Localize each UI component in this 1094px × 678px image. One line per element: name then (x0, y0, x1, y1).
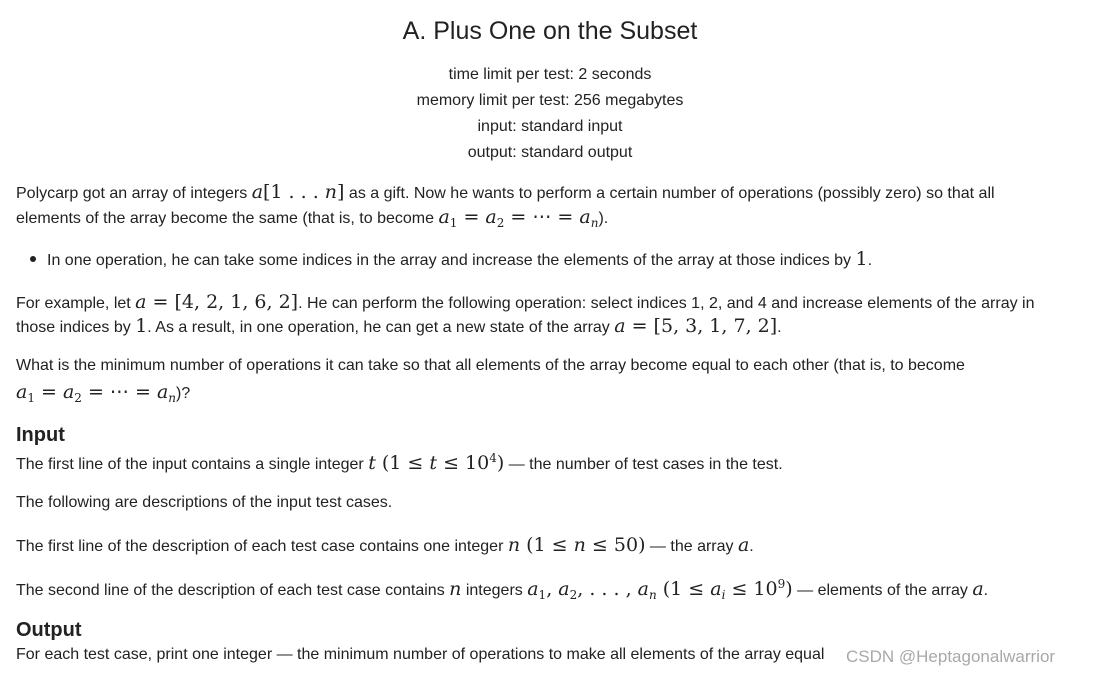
input-line-2: The following are descriptions of the input test cases. (16, 494, 393, 511)
watermark: CSDN @Heptagonalwarrior (846, 647, 1056, 666)
statement-text: In one operation, he can take some indices in the array and increase the elements of the array at those indices by (47, 252, 856, 269)
statement-text: Polycarp got an array of integers (16, 185, 252, 202)
math-formula: $a_1 = a_2$ = ⋯ = $a_n$ (438, 206, 599, 230)
statement-text: — the array (645, 538, 738, 555)
input-line-1 (16, 451, 783, 474)
math-formula: n (449, 578, 462, 600)
question-line-2 (16, 381, 190, 405)
statement-text: For example, let (16, 295, 136, 312)
statement-text: )? (176, 385, 191, 402)
bullet-line (47, 248, 872, 270)
statement-text: . (749, 538, 754, 555)
math-formula: 1 (135, 315, 148, 337)
statement-text: as a gift. Now he wants to perform a certain number of operations (possibly zero) so that all (344, 185, 995, 202)
statement-text: The first line of the input contains a single integer (16, 456, 369, 473)
statement-text: those indices by (16, 319, 136, 336)
math-formula: a = [4, 2, 1, 6, 2] (135, 291, 299, 313)
example-line-1 (16, 291, 1035, 313)
statement-text: . (983, 582, 989, 599)
question-line-1 (16, 357, 965, 375)
input-spec: input: standard input (477, 118, 623, 135)
statement-text: — the number of test cases in the test. (504, 456, 783, 473)
problem-title: A. Plus One on the Subset (402, 17, 698, 45)
math-formula: n (1 ≤ n ≤ 50) (507, 534, 646, 556)
math-formula: $a_1 = a_2$ = ⋯ = $a_n$ (16, 381, 176, 405)
statement-text: . (867, 252, 873, 269)
output-spec: output: standard output (467, 144, 633, 161)
statement-text: elements of the array become the same (that is, to become (16, 210, 439, 227)
statement-text: ). (598, 210, 609, 227)
statement-text: . He can perform the following operation: select indices 1, 2, and 4 and increase elements of the array in (298, 295, 1035, 312)
input-line-4 (16, 577, 988, 602)
math-formula: a (972, 578, 984, 600)
statement-text: . As a result, in one operation, he can get a new state of the array (147, 319, 615, 336)
statement-text: What is the minimum number of operations it can take so that all elements of the array become equal to each other (that is, to become (16, 357, 965, 374)
math-formula: a[1 . . . n] (251, 181, 345, 203)
statement-text: . (777, 319, 782, 336)
math-formula: 1 (855, 248, 868, 270)
memory-limit: memory limit per test: 256 megabytes (416, 92, 684, 109)
input-line-3 (16, 534, 754, 556)
statement-text: — elements of the array (792, 582, 973, 599)
statement-line-1 (16, 181, 995, 203)
bullet-dot (30, 256, 36, 262)
statement-text: The first line of the description of each test case contains one integer (16, 538, 508, 555)
output-line-1: For each test case, print one integer — the minimum number of operations to make all elements of the array equal (16, 646, 825, 663)
example-line-2 (16, 315, 782, 337)
time-limit: time limit per test: 2 seconds (448, 66, 652, 83)
statement-text: The second line of the description of each test case contains (16, 582, 450, 599)
input-heading: Input (16, 424, 65, 446)
problem-limits (0, 62, 1094, 166)
math-formula: t $(1 \le t \le 10^4)$ (368, 451, 505, 474)
math-formula: a = [5, 3, 1, 7, 2] (614, 315, 778, 337)
math-formula: $a_1$, $a_2$, . . . , $a_n$ $(1 \le a_i \le 10^9)$ (527, 577, 793, 602)
statement-line-2 (16, 206, 608, 230)
statement-text: integers (461, 582, 528, 599)
math-formula: a (737, 534, 750, 556)
output-heading: Output (16, 619, 82, 641)
